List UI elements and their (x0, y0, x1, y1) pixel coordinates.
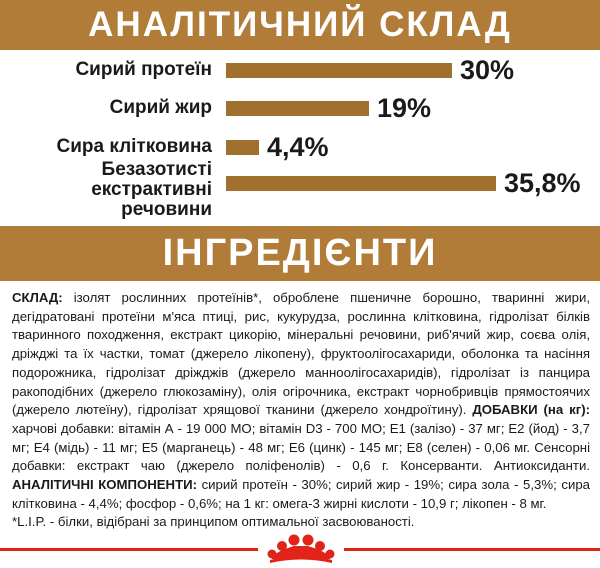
composition-text: ізолят рослинних протеїнів*, оброблене пшеничне борошно, тваринні жири, дегідратовані протеїни м'яса птиці, рис, кукурудза, рослинна клітковина, гідролізат білків тваринного походження, екстракт цикорію, мінеральні речовини, риб'ячий жир, соєва олія, дріжджі та їх частки, томат (джерело лікопену), фруктоолігосахариди, оболонка та насіння подорожника, гідролізат дріжджів (джерело манноолігосахаридів), гідролізат із панцира ракоподібних (джерело глюкозаміну), олія огірочника, екстракт чорнобривців прямостоячих (джерело лютеїну), гідролізат хрящової тканини (джерело хондроїтину). (12, 290, 590, 418)
bar (226, 101, 369, 116)
bar (226, 176, 496, 191)
bar-value-label: 4,4% (267, 132, 329, 162)
bar-label (56, 137, 212, 157)
composition-label: СКЛАД: (12, 290, 63, 305)
footer-line-right (344, 548, 600, 551)
royal-canin-crown-icon (262, 532, 340, 564)
bar-label-line: Сирий жир (109, 97, 212, 118)
bar-label (75, 60, 212, 80)
bar-label-line: Безазотисті (101, 159, 212, 180)
analytical-components-text: сирий протеїн - 30%; сирий жир - 19%; сира зола - 5,3%; сира клітковина - 4,4%; фосфор - 0,6%; на 1 кг: омега-3 жирні кислоти - 10,9 г; лікопен - 8 мг. (12, 477, 590, 511)
bar (226, 63, 452, 78)
bar-label-line: Сира клітковина (56, 136, 212, 157)
bar (226, 140, 259, 155)
bar-label (0, 160, 212, 220)
bar-value-label: 30% (460, 55, 515, 85)
bar-label-line: екстрактивні речовини (91, 179, 212, 220)
additives-label: ДОБАВКИ (на кг): (472, 402, 590, 418)
analytical-components-label: АНАЛІТИЧНІ КОМПОНЕНТИ: (12, 477, 198, 493)
bar-label (110, 98, 212, 118)
bar-value-label: 19% (377, 93, 432, 123)
ingredients-heading: ІНГРЕДІЄНТИ (0, 226, 600, 281)
bar-label-line: Сирий протеїн (75, 59, 212, 80)
ingredients-text (12, 289, 590, 532)
footer-line-left (0, 548, 258, 551)
footnote: *L.I.P. - білки, відібрані за принципом оптимальної засвоюваності. (12, 514, 415, 530)
additives-text: харчові добавки: вітамін А - 19 000 МО; вітамін D3 - 700 МО; Е1 (залізо) - 37 мг; Е2 (йод) - 3,7 мг; Е4 (мідь) - 11 мг; Е5 (марганець) - 48 мг; Е6 (цинк) - 145 мг; Е8 (селен) - 0,06 мг. Сенсорні добавки: екстракт чаю (джерело поліфенолів) - 0,6 г. Консерванти. Антиоксиданти. (12, 420, 590, 474)
bar-value-label: 35,8% (504, 168, 581, 198)
analytical-heading: АНАЛІТИЧНИЙ СКЛАД (0, 0, 600, 50)
